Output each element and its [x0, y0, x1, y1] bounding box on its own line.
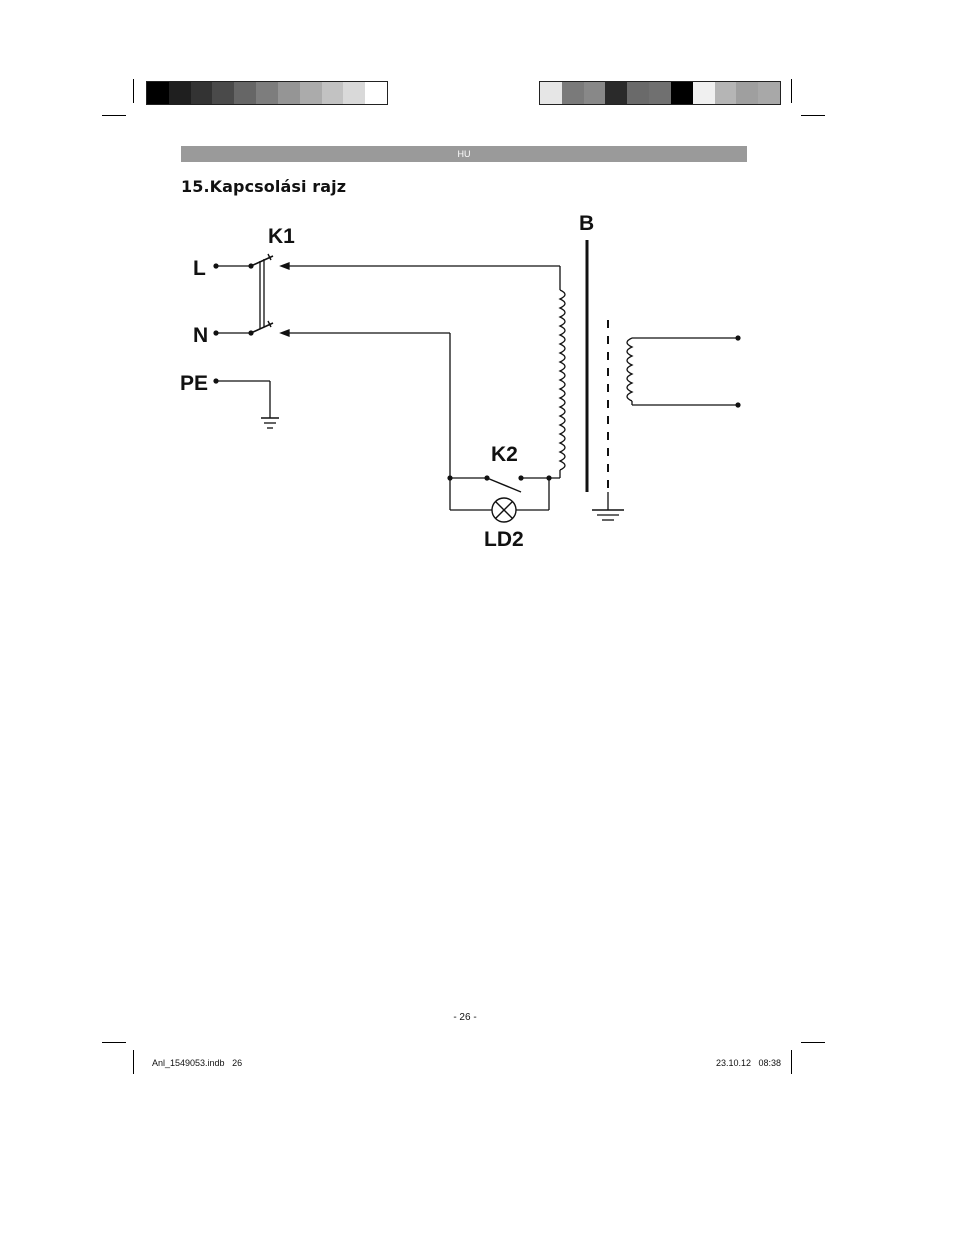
page-number: - 26 - [453, 1012, 477, 1023]
footer-file-name: Anl_1549053.indb 26 [152, 1058, 243, 1068]
label-ld2: LD2 [484, 528, 524, 551]
wiring-diagram [0, 0, 954, 600]
label-b: B [579, 212, 595, 235]
label-l: L [193, 257, 206, 280]
crop-mark-bottom-right-vertical [791, 1050, 792, 1074]
crop-mark-bottom-right-horizontal [801, 1042, 825, 1043]
label-k2: K2 [491, 443, 518, 466]
section-title: 15.Kapcsolási rajz [181, 177, 347, 196]
k2-switch-blade [487, 478, 521, 492]
label-n: N [193, 324, 209, 347]
secondary-coil [627, 338, 632, 401]
crop-mark-bottom-left-horizontal [102, 1042, 126, 1043]
language-code: HU [457, 149, 471, 159]
footer-date-time: 23.10.12 08:38 [716, 1058, 782, 1068]
crop-mark-bottom-left-vertical [133, 1050, 134, 1074]
label-pe: PE [180, 372, 209, 395]
label-k1: K1 [268, 225, 295, 248]
primary-coil [560, 290, 565, 470]
